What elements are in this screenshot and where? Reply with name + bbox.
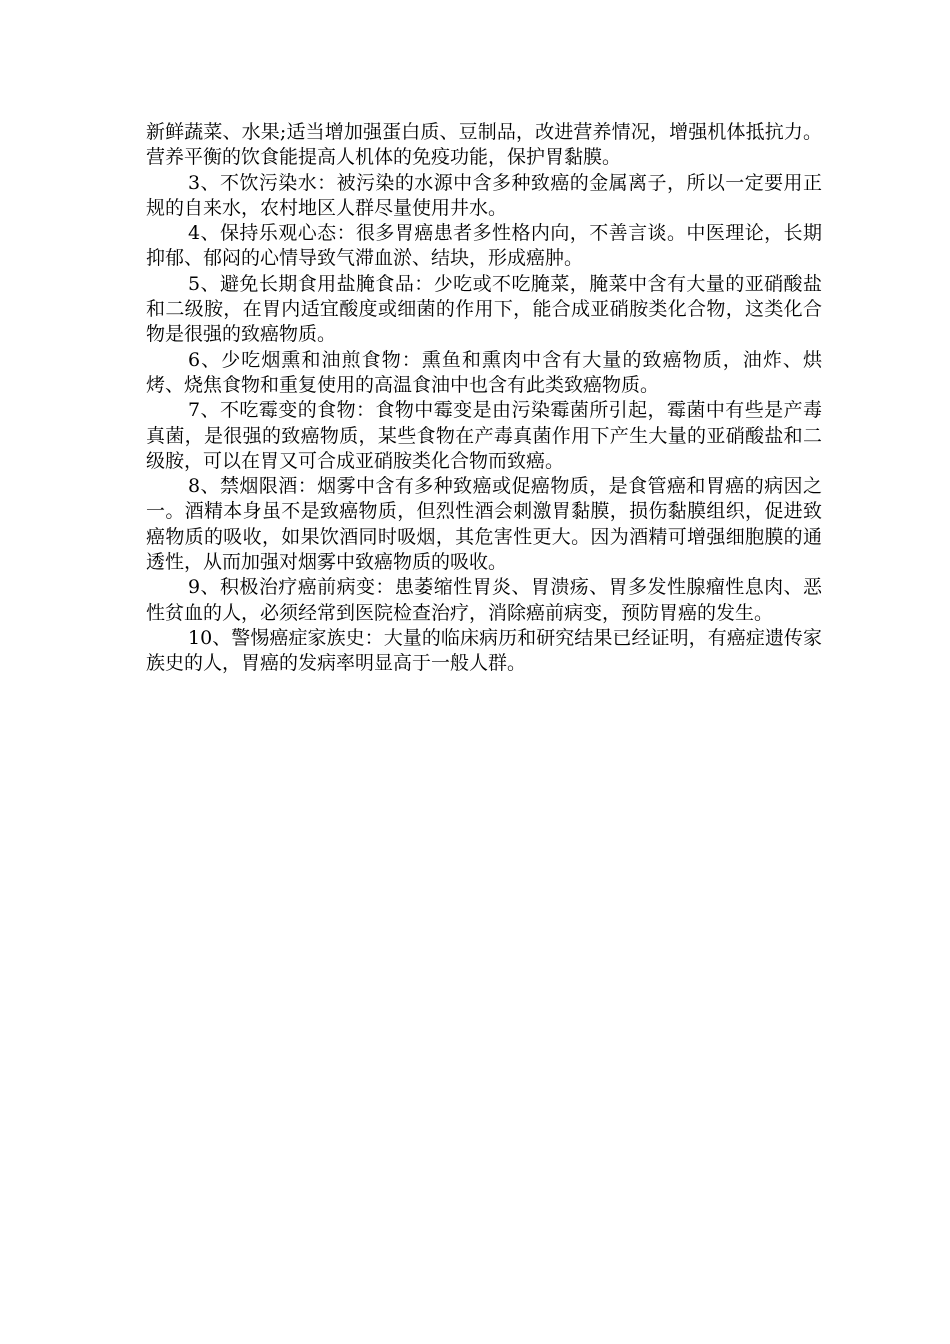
paragraph-item-6: 6、少吃烟熏和油煎食物：熏鱼和熏肉中含有大量的致癌物质，油炸、烘烤、烧焦食物和重复使用的高温食油中也含有此类致癌物质。 xyxy=(146,348,822,396)
paragraph-item-10: 10、警惕癌症家族史：大量的临床病历和研究结果已经证明，有癌症遗传家族史的人，胃癌的发病率明显高于一般人群。 xyxy=(146,626,822,675)
paragraph-item-3: 3、不饮污染水：被污染的水源中含多种致癌的金属离子，所以一定要用正规的自来水，农村地区人群尽量使用井水。 xyxy=(146,171,822,219)
paragraph-continuation: 新鲜蔬菜、水果;适当增加强蛋白质、豆制品，改进营养情况，增强机体抵抗力。营养平衡的饮食能提高人机体的免疫功能，保护胃黏膜。 xyxy=(146,121,822,169)
paragraph-item-9: 9、积极治疗癌前病变：患萎缩性胃炎、胃溃疡、胃多发性腺瘤性息肉、恶性贫血的人，必须经常到医院检查治疗，消除癌前病变，预防胃癌的发生。 xyxy=(146,576,822,624)
paragraph-item-5: 5、避免长期食用盐腌食品：少吃或不吃腌菜，腌菜中含有大量的亚硝酸盐和二级胺，在胃内适宜酸度或细菌的作用下，能合成亚硝胺类化合物，这类化合物是很强的致癌物质。 xyxy=(146,272,822,346)
paragraph-item-8: 8、禁烟限酒：烟雾中含有多种致癌或促癌物质，是食管癌和胃癌的病因之一。酒精本身虽不是致癌物质，但烈性酒会刺激胃黏膜，损伤黏膜组织，促进致癌物质的吸收，如果饮酒同时吸烟，其危害性更大。因为酒精可增强细胞膜的通透性，从而加强对烟雾中致癌物质的吸收。 xyxy=(146,475,822,574)
paragraph-item-4: 4、保持乐观心态：很多胃癌患者多性格内向，不善言谈。中医理论，长期抑郁、郁闷的心情导致气滞血淤、结块，形成癌肿。 xyxy=(146,222,822,270)
document-body xyxy=(146,120,822,677)
paragraph-item-7: 7、不吃霉变的食物：食物中霉变是由污染霉菌所引起，霉菌中有些是产毒真菌，是很强的致癌物质，某些食物在产毒真菌作用下产生大量的亚硝酸盐和二级胺，可以在胃又可合成亚硝胺类化合物而致癌。 xyxy=(146,399,822,472)
